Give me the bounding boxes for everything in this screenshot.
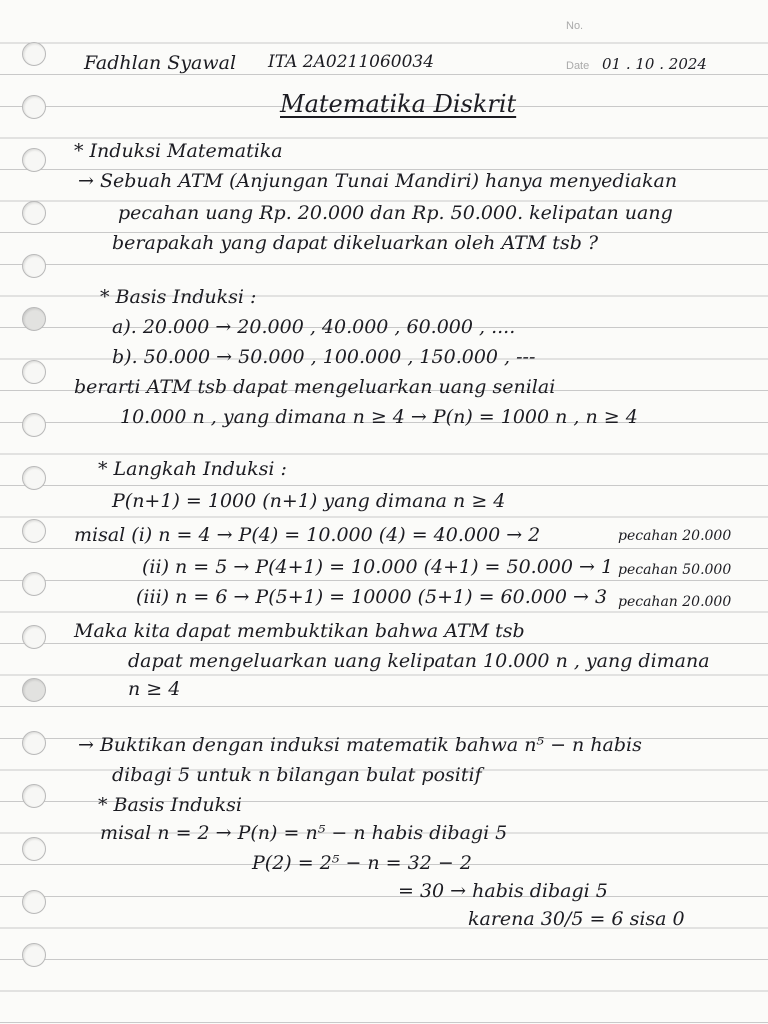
section-heading: * Induksi Matematika bbox=[74, 140, 283, 162]
text-line: (iii) n = 6 → P(5+1) = 10000 (5+1) = 60.000 → 3 bbox=[136, 586, 608, 608]
side-note: pecahan 50.000 bbox=[618, 562, 732, 578]
text-line: berarti ATM tsb dapat mengeluarkan uang senilai bbox=[74, 376, 556, 398]
text-line: P(2) = 2⁵ − n = 32 − 2 bbox=[252, 852, 472, 874]
binder-hole bbox=[22, 625, 46, 649]
binder-hole bbox=[22, 360, 46, 384]
binder-hole bbox=[22, 307, 46, 331]
text-line: P(n+1) = 1000 (n+1) yang dimana n ≥ 4 bbox=[112, 490, 506, 512]
binder-hole bbox=[22, 519, 46, 543]
binder-hole bbox=[22, 731, 46, 755]
binder-holes bbox=[22, 42, 52, 982]
section-heading: * Langkah Induksi : bbox=[98, 458, 287, 480]
date-label: Date bbox=[566, 60, 590, 72]
text-line: → Sebuah ATM (Anjungan Tunai Mandiri) hanya menyediakan bbox=[78, 170, 678, 192]
date-value: 01 . 10 . 2024 bbox=[602, 55, 707, 73]
binder-hole bbox=[22, 95, 46, 119]
text-line: misal n = 2 → P(n) = n⁵ − n habis dibagi 5 bbox=[100, 822, 508, 844]
text-line: → Buktikan dengan induksi matematik bahwa n⁵ − n habis bbox=[78, 734, 642, 756]
binder-hole bbox=[22, 201, 46, 225]
text-line: a). 20.000 → 20.000 , 40.000 , 60.000 , .... bbox=[112, 316, 516, 338]
text-line: dapat mengeluarkan uang kelipatan 10.000 n , yang dimana bbox=[128, 650, 710, 672]
page-title: Matematika Diskrit bbox=[280, 90, 517, 118]
text-line: misal (i) n = 4 → P(4) = 10.000 (4) = 40.000 → 2 bbox=[74, 524, 541, 546]
binder-hole bbox=[22, 413, 46, 437]
side-note: pecahan 20.000 bbox=[618, 528, 732, 544]
section-heading: * Basis Induksi : bbox=[100, 286, 257, 308]
student-id: ITA 2A0211060034 bbox=[268, 52, 435, 72]
side-note: pecahan 20.000 bbox=[618, 594, 732, 610]
binder-hole bbox=[22, 837, 46, 861]
binder-hole bbox=[22, 890, 46, 914]
binder-hole bbox=[22, 466, 46, 490]
page-no-label: No. bbox=[566, 20, 584, 32]
binder-hole bbox=[22, 784, 46, 808]
text-line: 10.000 n , yang dimana n ≥ 4 → P(n) = 1000 n , n ≥ 4 bbox=[120, 406, 638, 428]
binder-hole bbox=[22, 678, 46, 702]
text-line: (ii) n = 5 → P(4+1) = 10.000 (4+1) = 50.000 → 1 bbox=[142, 556, 614, 578]
binder-hole bbox=[22, 572, 46, 596]
binder-hole bbox=[22, 148, 46, 172]
text-line: berapakah yang dapat dikeluarkan oleh ATM tsb ? bbox=[112, 232, 599, 254]
text-line: b). 50.000 → 50.000 , 100.000 , 150.000 , --- bbox=[112, 346, 536, 368]
text-line: pecahan uang Rp. 20.000 dan Rp. 50.000. kelipatan uang bbox=[118, 202, 673, 224]
binder-hole bbox=[22, 42, 46, 66]
text-line: = 30 → habis dibagi 5 bbox=[398, 880, 608, 902]
text-line: Maka kita dapat membuktikan bahwa ATM tsb bbox=[74, 620, 525, 642]
section-heading: * Basis Induksi bbox=[98, 794, 242, 816]
student-name: Fadhlan Syawal bbox=[84, 52, 237, 74]
text-line: n ≥ 4 bbox=[128, 678, 181, 700]
binder-hole bbox=[22, 943, 46, 967]
text-line: dibagi 5 untuk n bilangan bulat positif bbox=[112, 764, 482, 786]
text-line: karena 30/5 = 6 sisa 0 bbox=[468, 908, 685, 930]
binder-hole bbox=[22, 254, 46, 278]
